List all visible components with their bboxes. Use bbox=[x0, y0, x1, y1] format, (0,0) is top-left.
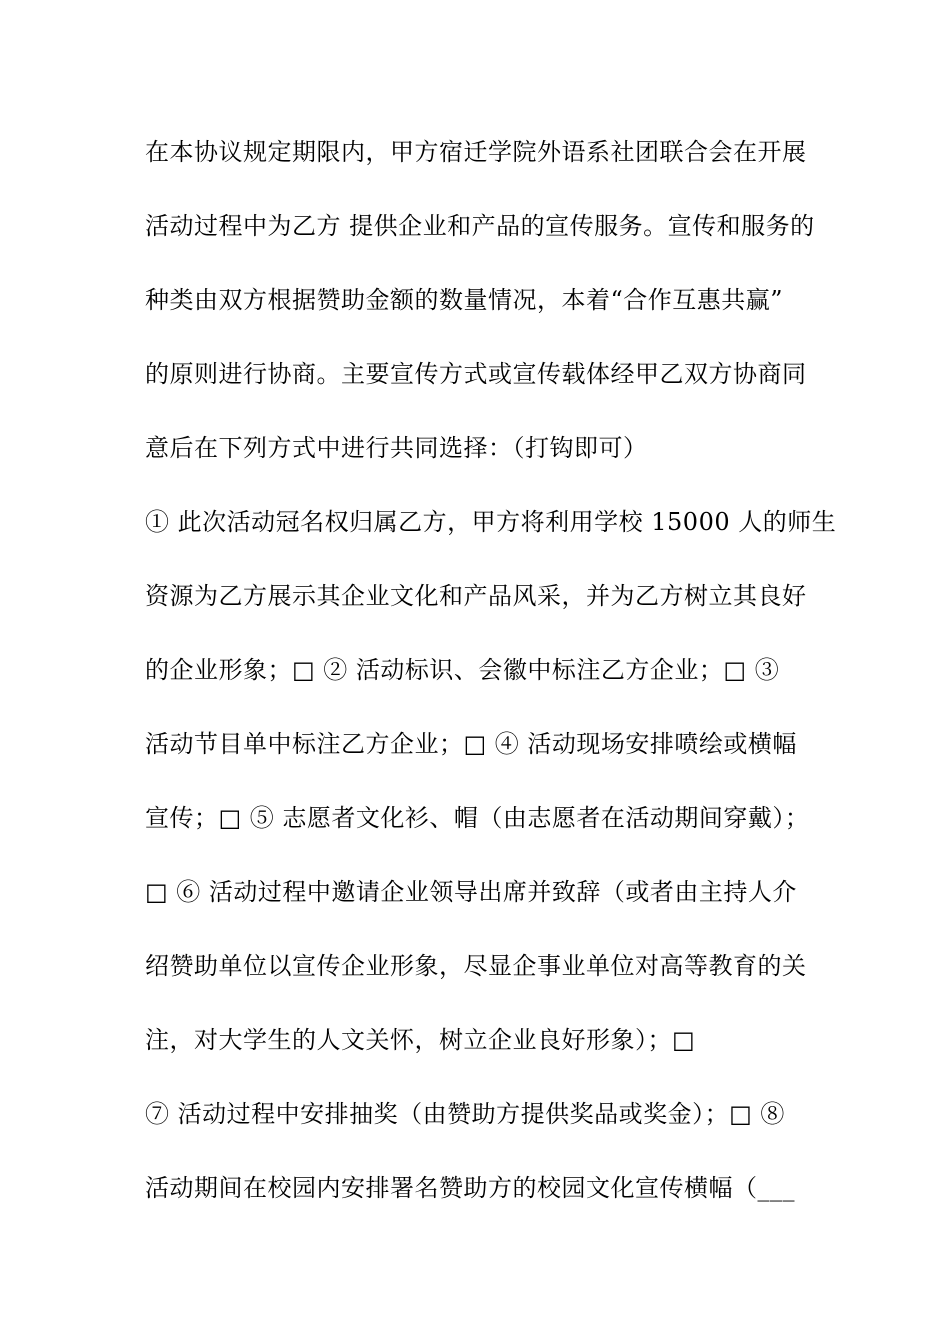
text-line: 活动节目单中标注乙方企业；□ ④ 活动现场安排喷绘或横幅 bbox=[145, 730, 797, 758]
agreement-body-text bbox=[145, 132, 837, 1242]
text-line: 的企业形象；□ ② 活动标识、会徽中标注乙方企业；□ ③ bbox=[145, 656, 780, 684]
text-line: 意后在下列方式中进行共同选择：（打钩即可） bbox=[145, 434, 648, 462]
text-line: 在本协议规定期限内，甲方宿迁学院外语系社团联合会在开展 bbox=[145, 138, 807, 166]
text-line: 资源为乙方展示其企业文化和产品风采，并为乙方树立其良好 bbox=[145, 582, 807, 610]
text-line: 宣传；□ ⑤ 志愿者文化衫、帽（由志愿者在活动期间穿戴）； bbox=[145, 804, 810, 832]
text-line: 绍赞助单位以宣传企业形象，尽显企事业单位对高等教育的关 bbox=[145, 952, 807, 980]
text-line: 种类由双方根据赞助金额的数量情况，本着“合作互惠共赢” bbox=[145, 286, 784, 314]
text-line: 注，对大学生的人文关怀，树立企业良好形象）；□ bbox=[145, 1026, 696, 1054]
text-line: 活动过程中为乙方 提供企业和产品的宣传服务。宣传和服务的 bbox=[145, 212, 815, 240]
text-line: ⑦ 活动过程中安排抽奖（由赞助方提供奖品或奖金）；□ ⑧ bbox=[145, 1100, 785, 1128]
text-line: 的原则进行协商。主要宣传方式或宣传载体经甲乙双方协商同 bbox=[145, 360, 807, 388]
text-line: □ ⑥ 活动过程中邀请企业领导出席并致辞（或者由主持人介 bbox=[145, 878, 797, 906]
text-line: 活动期间在校园内安排署名赞助方的校园文化宣传横幅（___ bbox=[145, 1174, 795, 1202]
text-line: ① 此次活动冠名权归属乙方，甲方将利用学校 15000 人的师生 bbox=[145, 508, 837, 536]
